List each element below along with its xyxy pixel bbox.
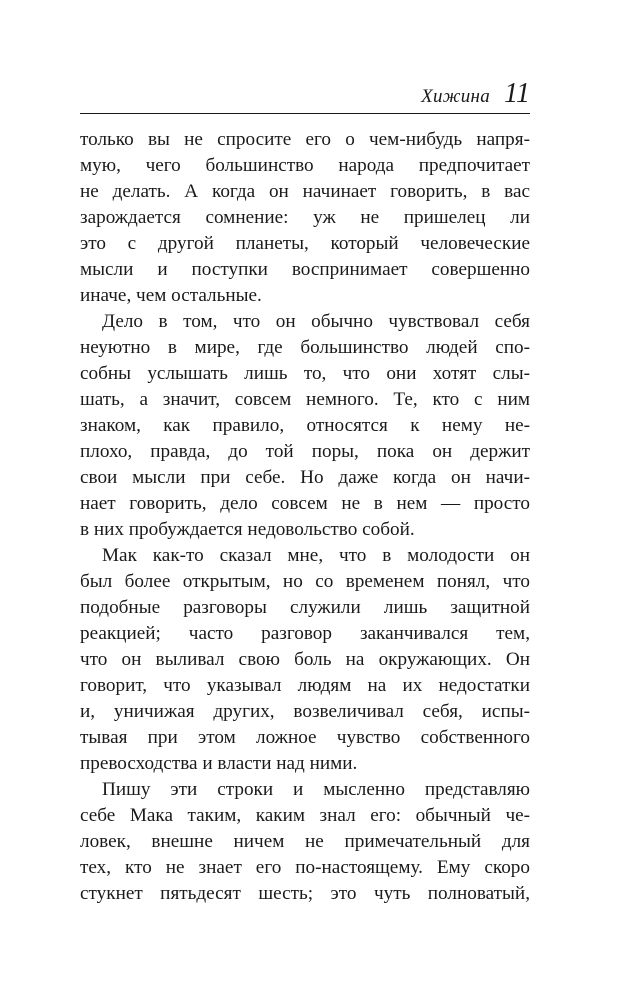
text-line: и, уничижая других, возвеличивал себя, испы- (80, 701, 530, 722)
text-line: знаком, как правило, относятся к нему не- (80, 415, 530, 436)
text-line: был более открытым, но со временем понял, что (80, 571, 530, 592)
text-line: только вы не спросите его о чем-нибудь напря- (80, 129, 530, 150)
paragraph (80, 777, 530, 907)
text-line: не делать. А когда он начинает говорить, в вас (80, 181, 530, 202)
text-line: стукнет пятьдесят шесть; это чуть полноватый, (80, 883, 530, 904)
text-line: Дело в том, что он обычно чувствовал себя (102, 311, 530, 332)
text-line: ловек, внешне ничем не примечательный для (80, 831, 530, 852)
page-number: 11 (504, 78, 530, 109)
text-line: зарождается сомнение: уж не пришелец ли (80, 207, 530, 228)
paragraph (80, 127, 530, 309)
text-line: Мак как-то сказал мне, что в молодости он (102, 545, 530, 566)
running-head-content (421, 80, 530, 108)
text-line: говорит, что указывал людям на их недостатки (80, 675, 530, 696)
text-line: иначе, чем остальные. (80, 285, 262, 306)
text-line: себе Мака таким, каким знал его: обычный че- (80, 805, 530, 826)
text-line: собны услышать лишь то, что они хотят слы- (80, 363, 530, 384)
text-line: это с другой планеты, который человеческие (80, 233, 530, 254)
text-line: шать, а значит, совсем немного. Те, кто с ним (80, 389, 530, 410)
text-line: неуютно в мире, где большинство людей спо- (80, 337, 530, 358)
text-line: свои мысли при себе. Но даже когда он начи- (80, 467, 530, 488)
paragraph (80, 543, 530, 777)
text-line: реакцией; часто разговор заканчивался тем, (80, 623, 530, 644)
text-line: тывая при этом ложное чувство собственного (80, 727, 530, 748)
text-line: превосходства и власти над ними. (80, 753, 358, 774)
text-line: что он выливал свою боль на окружающих. Он (80, 649, 530, 670)
header-rule (80, 113, 530, 114)
text-line: в них пробуждается недовольство собой. (80, 519, 415, 540)
text-line: мысли и поступки воспринимает совершенно (80, 259, 530, 280)
text-line: нает говорить, дело совсем не в нем — просто (80, 493, 530, 514)
text-line: плохо, правда, до той поры, пока он держит (80, 441, 530, 462)
text-line: Пишу эти строки и мысленно представляю (102, 779, 530, 800)
body-text (80, 127, 530, 907)
running-head (80, 78, 530, 114)
text-line: мую, чего большинство народа предпочитает (80, 155, 530, 176)
text-line: тех, кто не знает его по-настоящему. Ему скоро (80, 857, 530, 878)
text-line: подобные разговоры служили лишь защитной (80, 597, 530, 618)
running-head-title: Хижина (421, 86, 491, 107)
paragraph (80, 309, 530, 543)
